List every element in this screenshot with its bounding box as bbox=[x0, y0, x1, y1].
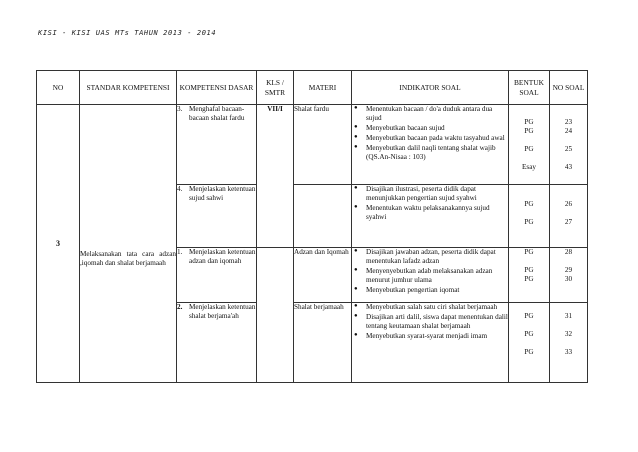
nomor-value: 27 bbox=[564, 218, 573, 226]
bentuk-value bbox=[509, 136, 549, 145]
standar-kompetensi-cell bbox=[80, 105, 177, 383]
nomor-value bbox=[550, 154, 587, 163]
bentuk-value: PG bbox=[524, 218, 534, 226]
bentuk-soal-cell bbox=[509, 248, 550, 303]
bentuk-value: PG bbox=[524, 248, 534, 256]
bentuk-value: PG bbox=[524, 200, 534, 208]
nomor-value: 31 bbox=[564, 312, 573, 320]
list-item: ● Menyenyebutkan adab melaksanakan adzan menurut jumhur ulama bbox=[352, 267, 508, 285]
bentuk-value: Esay bbox=[522, 163, 536, 171]
header-kelas-semester: KLS / SMTR bbox=[257, 71, 294, 105]
indikator-cell bbox=[352, 303, 509, 383]
bentuk-value bbox=[509, 303, 549, 312]
bentuk-value: PG bbox=[524, 145, 534, 153]
kd-text: Menghafal bacaan- bacaan shalat fardu bbox=[189, 105, 245, 122]
bentuk-value: PG bbox=[524, 348, 534, 356]
kd-text: Menjelaskan ketentuan adzan dan iqomah bbox=[189, 248, 256, 265]
materi-cell bbox=[294, 248, 352, 303]
header-row bbox=[37, 71, 588, 105]
nomor-value: 24 bbox=[564, 127, 573, 135]
materi-cell bbox=[294, 185, 352, 248]
bentuk-value: PG bbox=[524, 266, 534, 274]
list-item: ● Menentukan bacaan / do'a duduk antara dua sujud bbox=[352, 105, 508, 123]
no-soal-cell bbox=[550, 185, 588, 248]
no-soal-cell bbox=[550, 248, 588, 303]
kompetensi-dasar-cell bbox=[177, 185, 257, 248]
kompetensi-dasar-cell bbox=[177, 303, 257, 383]
materi-cell bbox=[294, 303, 352, 383]
no-soal-cell bbox=[550, 303, 588, 383]
list-item: ● Disajikan ilustrasi, peserta didik dapat menunjukkan pengertian sujud syahwi bbox=[352, 185, 508, 203]
kelas-semester-value: VII/I bbox=[267, 105, 283, 113]
header-no: NO bbox=[37, 71, 80, 105]
bentuk-value: PG bbox=[524, 118, 534, 126]
header-bentuk-soal: BENTUK SOAL bbox=[509, 71, 550, 105]
kelas-semester-cell bbox=[257, 105, 294, 248]
nomor-value: 33 bbox=[564, 348, 573, 356]
kd-text: Menjelaskan ketentuan shalat berjama'ah bbox=[189, 303, 256, 320]
row-number: 3 bbox=[37, 105, 80, 383]
nomor-value: 29 bbox=[564, 266, 573, 274]
nomor-value: 28 bbox=[564, 248, 573, 256]
bentuk-soal-cell bbox=[509, 185, 550, 248]
bentuk-value: PG bbox=[524, 312, 534, 320]
bentuk-value bbox=[509, 257, 549, 266]
bentuk-value: PG bbox=[524, 127, 534, 135]
nomor-value: 32 bbox=[564, 330, 573, 338]
nomor-value bbox=[550, 303, 587, 312]
list-item: ● Menyebutkan bacaan sujud bbox=[352, 124, 508, 133]
header-no-soal: NO SOAL bbox=[550, 71, 588, 105]
list-item: ● Disajikan arti dalil, siswa dapat menentukan dalil tentang keutamaan shalat berjamaah bbox=[352, 313, 508, 331]
materi-cell bbox=[294, 105, 352, 185]
indikator-cell bbox=[352, 248, 509, 303]
list-item: ● Menyebutkan syarat-syarat menjadi imam bbox=[352, 332, 508, 341]
nomor-value bbox=[550, 191, 587, 200]
bentuk-value bbox=[509, 339, 549, 348]
list-item: ● Menyebutkan bacaan pada waktu tasyahud awal bbox=[352, 134, 508, 143]
header-materi: MATERI bbox=[294, 71, 352, 105]
nomor-value bbox=[550, 209, 587, 218]
kompetensi-dasar-cell bbox=[177, 105, 257, 185]
nomor-value bbox=[550, 339, 587, 348]
bentuk-soal-cell bbox=[509, 303, 550, 383]
bentuk-value bbox=[509, 154, 549, 163]
table-row bbox=[37, 105, 588, 185]
list-item: ● Menyebutkan pengertian iqomat bbox=[352, 286, 508, 295]
indikator-cell bbox=[352, 105, 509, 185]
kd-number: 3. bbox=[177, 105, 183, 113]
kelas-semester-cell-empty bbox=[257, 248, 294, 383]
list-item: ● Menyebutkan salah satu ciri shalat berjamaah bbox=[352, 303, 508, 312]
kd-number: 2. bbox=[177, 303, 183, 311]
standar-kompetensi-text: Melaksanakan tata cara adzan ,iqomah dan shalat berjamaah bbox=[80, 249, 176, 267]
bentuk-value bbox=[509, 191, 549, 200]
materi-text: Shalat fardu bbox=[294, 105, 329, 113]
no-soal-cell bbox=[550, 105, 588, 185]
nomor-value bbox=[550, 321, 587, 330]
indikator-cell bbox=[352, 185, 509, 248]
nomor-value bbox=[550, 136, 587, 145]
kisi-kisi-table bbox=[36, 70, 588, 383]
list-item: ● Menyebutkan dalil naqli tentang shalat wajib (QS.An-Nisaa : 103) bbox=[352, 144, 508, 162]
kompetensi-dasar-cell bbox=[177, 248, 257, 303]
list-item: ● Disajikan jawaban adzan, peserta didik dapat menentukan lafadz adzan bbox=[352, 248, 508, 266]
kd-number: 4. bbox=[177, 185, 183, 193]
header-standar-kompetensi: STANDAR KOMPETENSI bbox=[80, 71, 177, 105]
header-indikator-soal: INDIKATOR SOAL bbox=[352, 71, 509, 105]
kd-text: Menjelaskan ketentuan sujud sahwi bbox=[189, 185, 256, 202]
bentuk-value: PG bbox=[524, 275, 534, 283]
nomor-value: 25 bbox=[564, 145, 573, 153]
bentuk-value bbox=[509, 321, 549, 330]
header-kompetensi-dasar: KOMPETENSI DASAR bbox=[177, 71, 257, 105]
nomor-value: 26 bbox=[564, 200, 573, 208]
bentuk-value: PG bbox=[524, 330, 534, 338]
materi-text: Adzan dan Iqomah bbox=[294, 248, 349, 256]
nomor-value: 30 bbox=[564, 275, 573, 283]
materi-text: Shalat berjamaah bbox=[294, 303, 344, 311]
nomor-value: 43 bbox=[564, 163, 573, 171]
bentuk-soal-cell bbox=[509, 105, 550, 185]
list-item: ● Menentukan waktu pelaksanakannya sujud syahwi bbox=[352, 204, 508, 222]
page-title: KISI - KISI UAS MTs TAHUN 2013 - 2014 bbox=[38, 29, 217, 37]
nomor-value bbox=[550, 257, 587, 266]
nomor-value: 23 bbox=[564, 118, 573, 126]
kd-number: 1. bbox=[177, 248, 183, 256]
bentuk-value bbox=[509, 209, 549, 218]
